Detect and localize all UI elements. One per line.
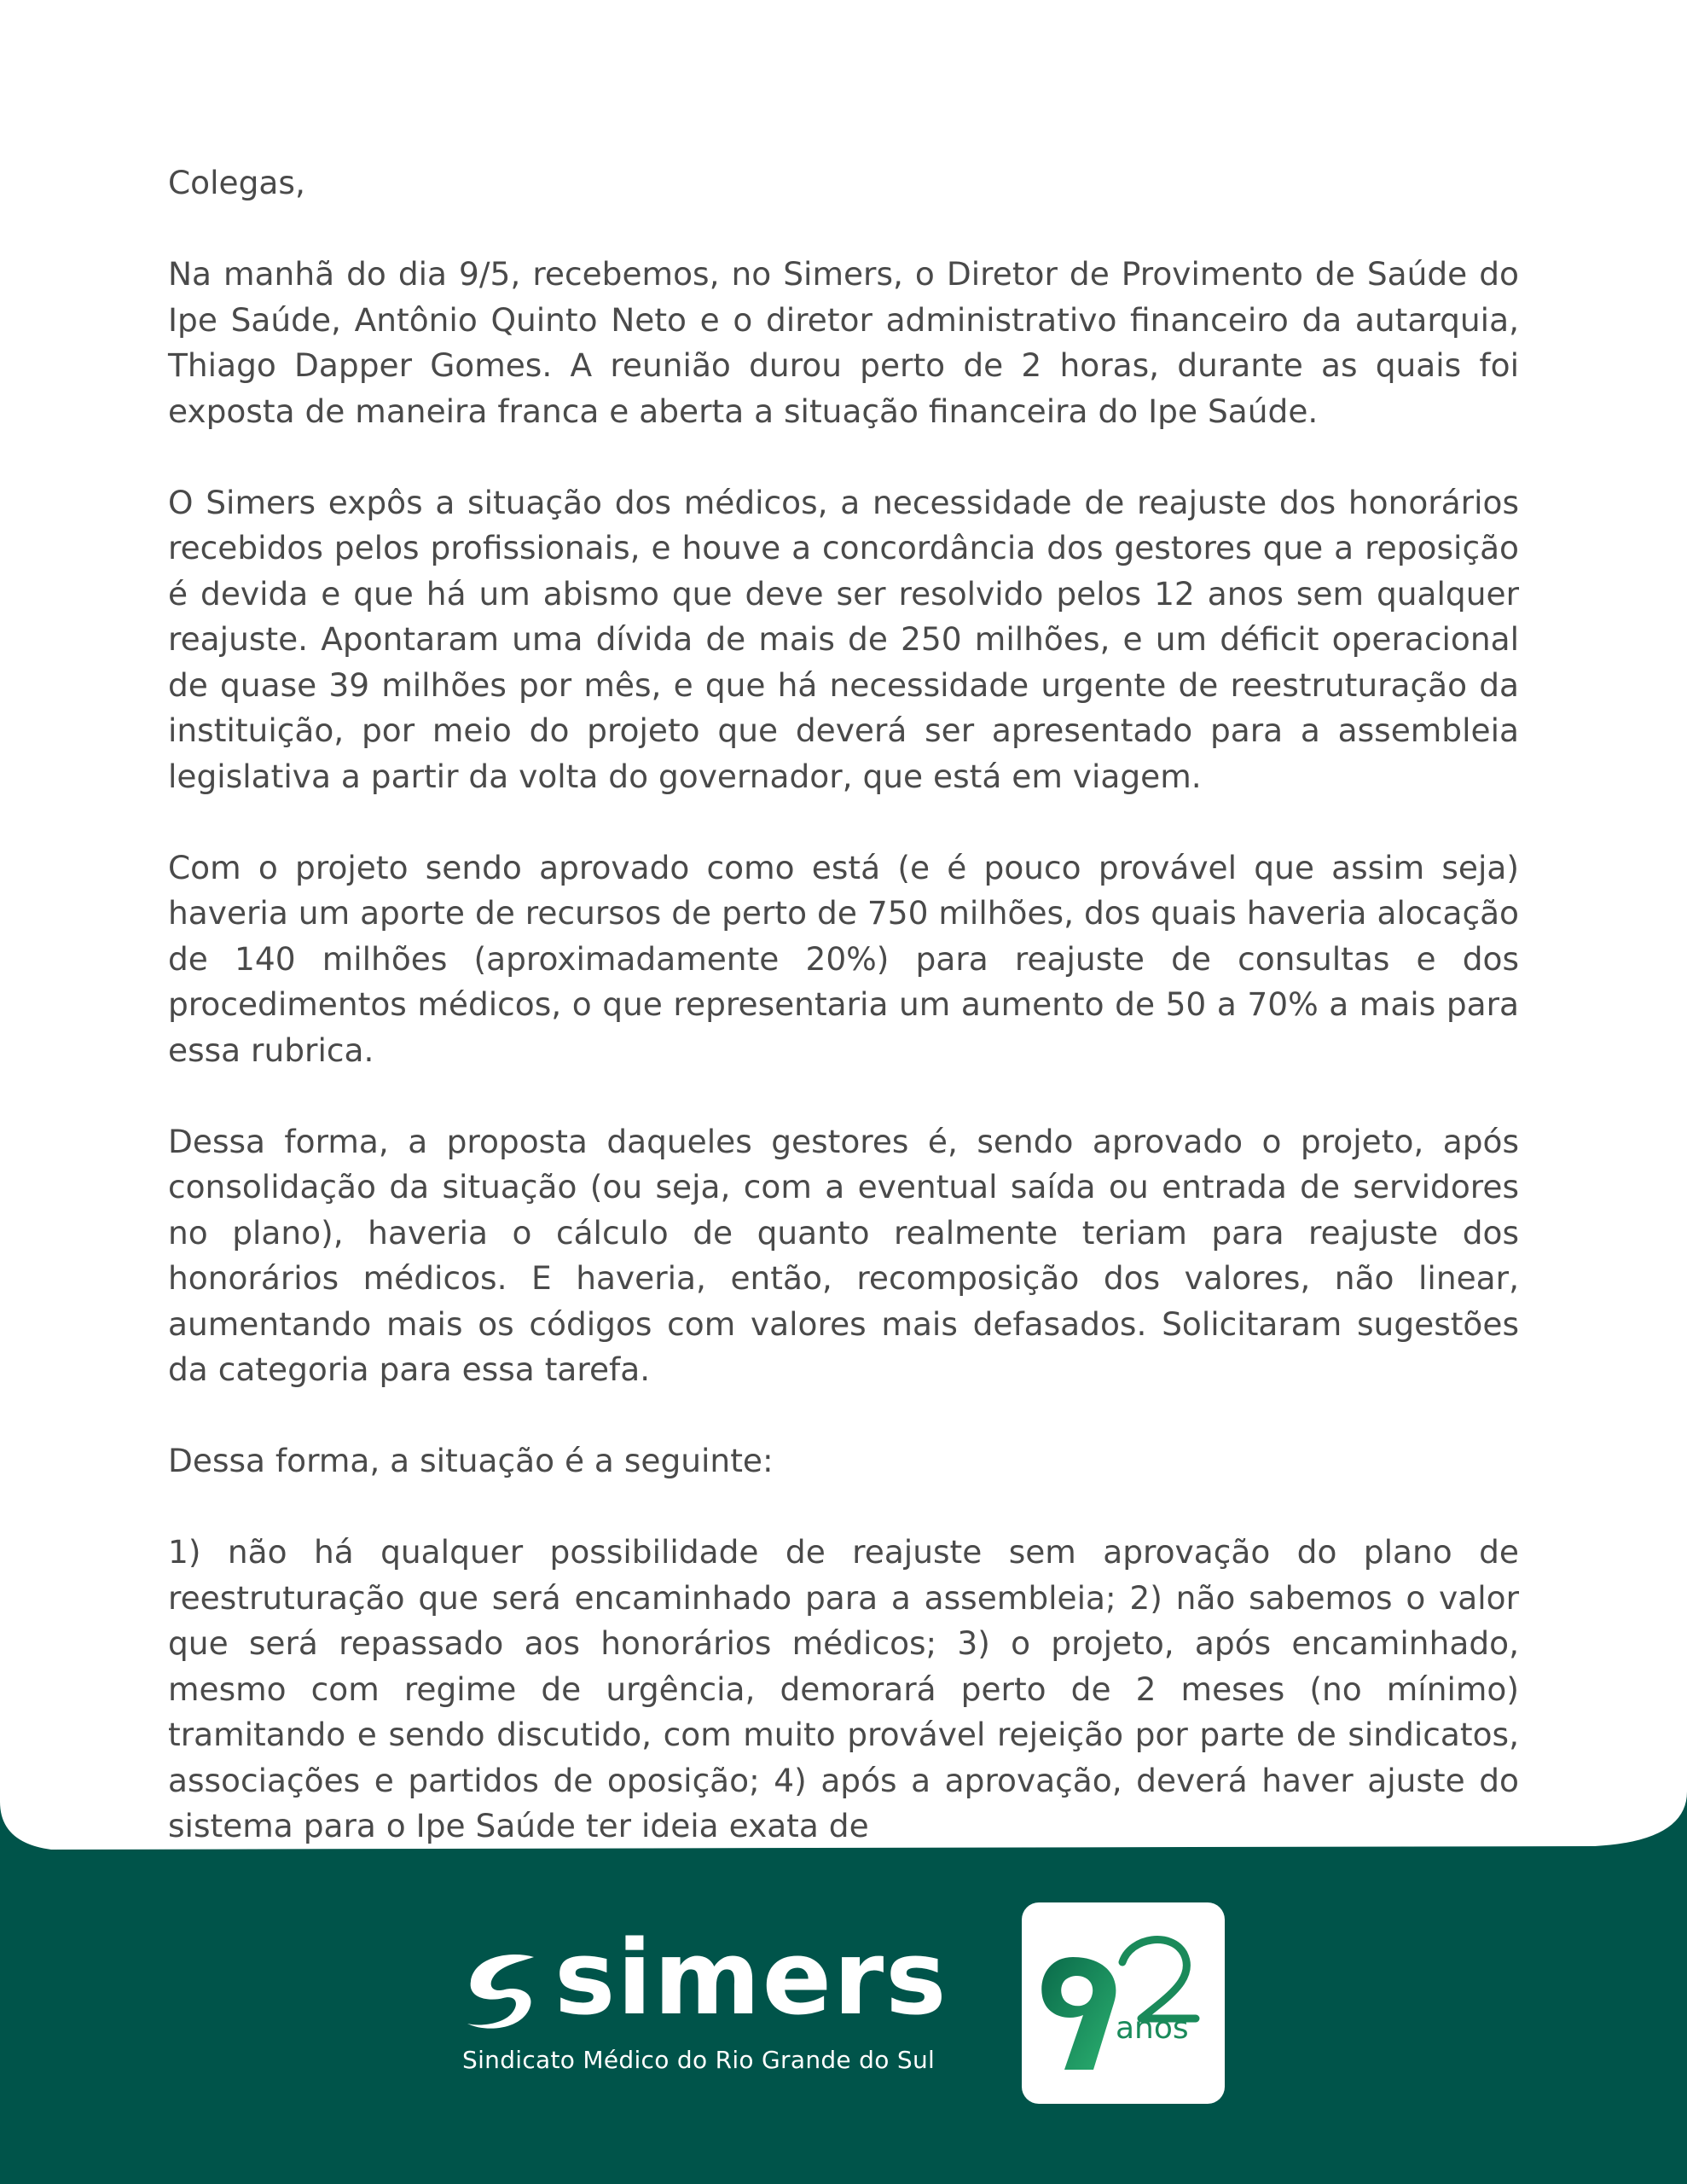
greeting: Colegas, <box>168 164 305 201</box>
paragraph-summary-intro: Dessa forma, a situação é a seguinte: <box>168 1442 774 1479</box>
logo-subtitle: Sindicato Médico do Rio Grande do Sul <box>462 2046 936 2074</box>
logo-wordmark: simers <box>554 1920 948 2038</box>
simers-logo <box>459 1920 971 2077</box>
anniversary-badge <box>1022 1902 1225 2104</box>
paragraph-project: Com o projeto sendo aprovado como está (e é pouco provável que assim seja) haveria um aporte de recursos de perto de 750 milhões, dos quais haveria alocação de 140 milhões (aproximadamente 20%) para reajuste de consultas e dos procedimentos médicos, o que representaria um aumento de 50 a 70% a mais para essa rubrica. <box>168 848 1519 1069</box>
footer-band <box>0 1723 1687 2184</box>
paragraph-meeting: Na manhã do dia 9/5, recebemos, no Simers, o Diretor de Provimento de Saúde do Ipe Saúde, Antônio Quinto Neto e o diretor administrativo financeiro da autarquia, Thiago Dapper Gomes. A reunião durou perto de 2 horas, durante as quais foi exposta de maneira franca e aberta a situação financeira do Ipe Saúde. <box>168 255 1519 430</box>
paragraph-proposal: Dessa forma, a proposta daqueles gestores é, sendo aprovado o projeto, após consolidação da situação (ou seja, com a eventual saída ou entrada de servidores no plano), haveria o cálculo de quanto realmente teriam para reajuste dos honorários médicos. E haveria, então, recomposição dos valores, não linear, aumentando mais os códigos com valores mais defasados. Solicitaram sugestões da categoria para essa tarefa. <box>168 1122 1519 1388</box>
anniversary-92-icon <box>1022 1902 1225 2104</box>
paragraph-points: 1) não há qualquer possibilidade de reajuste sem aprovação do plano de reestruturação que será encaminhado para a assembleia; 2) não sabemos o valor que será repassado aos honorários médicos; 3) o projeto, após encaminhado, mesmo com regime de urgência, demorará perto de 2 meses (no mínimo) tramitando e sendo discutido, com muito provável rejeição por parte de sindicatos, associações e partidos de oposição; 4) após a aprovação, deverá haver ajuste do sistema para o Ipe Saúde ter ideia exata de <box>168 1533 1519 1844</box>
paragraph-situation: O Simers expôs a situação dos médicos, a necessidade de reajuste dos honorários recebidos pelos profissionais, e houve a concordância dos gestores que a reposição é devida e que há um abismo que deve ser resolvido pelos 12 anos sem qualquer reajuste. Apontaram uma dívida de mais de 250 milhões, e um déficit operacional de quase 39 milhões por mês, e que há necessidade urgente de reestruturação da instituição, por meio do projeto que deverá ser apresentado para a assembleia legislativa a partir da volta do governador, que está em viagem. <box>168 483 1519 795</box>
simers-swoosh-icon <box>459 1949 544 2034</box>
letter-body <box>168 160 1519 1895</box>
badge-anos-label: anos <box>1116 2011 1189 2046</box>
